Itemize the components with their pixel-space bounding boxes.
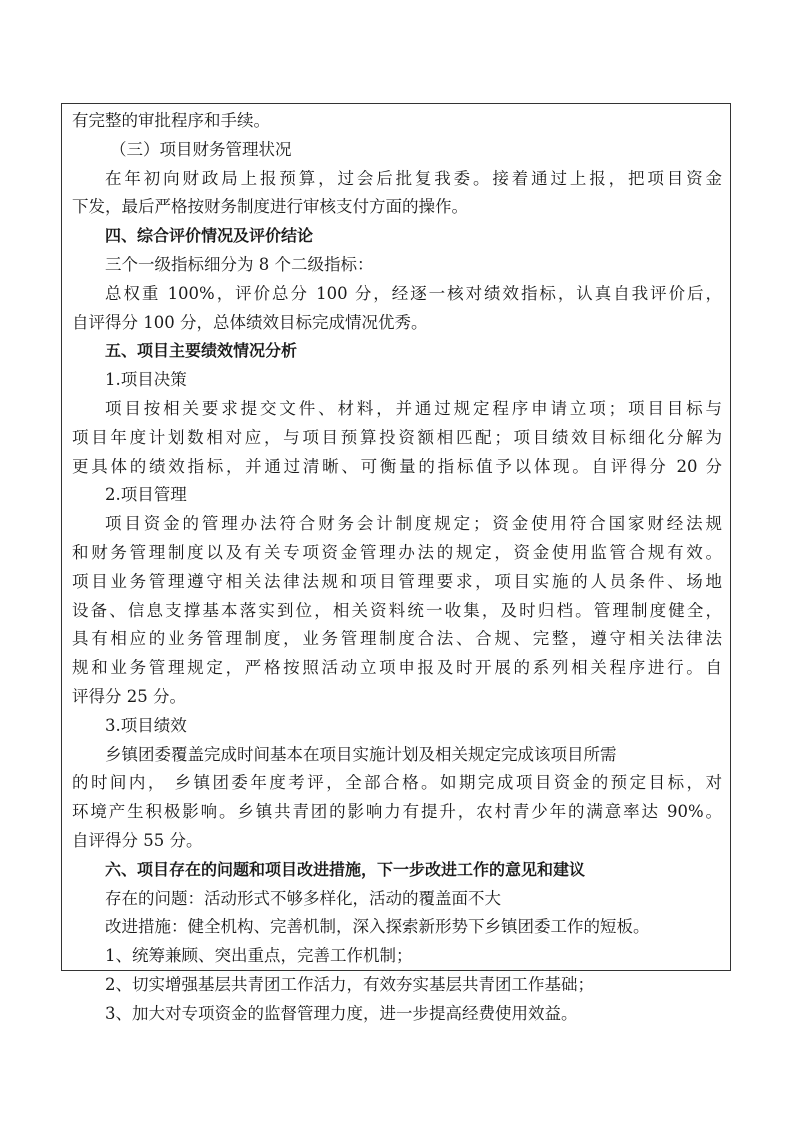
approval-procedure-line: 有完整的审批程序和手续。 (72, 111, 270, 130)
project-performance-line-2: 的时间内， 乡镇团委年度考评，全部合格。如期完成项目资金的预定目标，对 (72, 773, 722, 793)
section-four-heading: 四、综合评价情况及评价结论 (105, 226, 314, 246)
project-management-line-5: 具有相应的业务管理制度，业务管理制度合法、合规、完整，遵守相关法律法 (72, 629, 722, 649)
evaluation-score-line-1: 总权重 100%，评价总分 100 分，经逐一核对绩效指标，认真自我评价后， (105, 283, 722, 303)
budget-paragraph-line-2: 下发，最后严格按财务制度进行审核支付方面的操作。 (72, 197, 468, 217)
project-decision-line-2: 项目年度计划数相对应，与项目预算投资额相匹配；项目绩效目标细化分解为 (72, 427, 722, 447)
project-performance-subheading: 3.项目绩效 (105, 715, 187, 735)
evaluation-score-line-2: 自评得分 100 分，总体绩效目标完成情况优秀。 (72, 312, 428, 332)
existing-problems-line: 存在的问题：活动形式不够多样化，活动的覆盖面不大 (105, 888, 501, 908)
improvement-measures-line: 改进措施：健全机构、完善机制，深入探索新形势下乡镇团委工作的短板。 (105, 917, 650, 937)
project-decision-line-1: 项目按相关要求提交文件、材料，并通过规定程序申请立项；项目目标与 (105, 398, 722, 418)
section-six-heading: 六、项目存在的问题和项目改进措施，下一步改进工作的意见和建议 (105, 859, 586, 879)
project-management-line-6: 规和业务管理规定，严格按照活动立项申报及时开展的系列相关程序进行。自 (72, 658, 722, 678)
document-body (72, 107, 722, 1029)
project-management-line-1: 项目资金的管理办法符合财务会计制度规定；资金使用符合国家财经法规 (105, 514, 722, 534)
project-decision-line-3: 更具体的绩效指标，并通过清晰、可衡量的指标值予以体现。自评得分 20 分 (72, 456, 722, 476)
financial-management-subheading: （三）项目财务管理状况 (110, 139, 292, 159)
project-decision-subheading: 1.项目决策 (105, 370, 187, 390)
project-performance-line-3: 环境产生积极影响。乡镇共青团的影响力有提升，农村青少年的满意率达 90%。 (72, 802, 722, 822)
project-performance-line-4: 自评得分 55 分。 (72, 830, 203, 850)
budget-paragraph-line-1: 在年初向财政局上报预算，过会后批复我委。接着通过上报，把项目资金 (105, 168, 722, 188)
measure-item-3: 3、加大对专项资金的监督管理力度，进一步提高经费使用效益。 (105, 1003, 578, 1023)
project-management-line-2: 和财务管理制度以及有关专项资金管理办法的规定，资金使用监管合规有效。 (72, 542, 722, 562)
project-performance-line-1: 乡镇团委覆盖完成时间基本在项目实施计划及相关规定完成该项目所需 (105, 744, 617, 764)
project-management-line-3: 项目业务管理遵守相关法律法规和项目管理要求，项目实施的人员条件、场地 (72, 571, 722, 591)
indicator-summary-line: 三个一级指标细分为 8 个二级指标： (105, 254, 374, 274)
project-management-line-7: 评得分 25 分。 (72, 686, 186, 706)
project-management-line-4: 设备、信息支撑基本落实到位，相关资料统一收集，及时归档。管理制度健全， (72, 600, 722, 620)
project-management-subheading: 2.项目管理 (105, 485, 187, 505)
measure-item-2: 2、切实增强基层共青团工作活力，有效夯实基层共青团工作基础； (105, 974, 594, 994)
measure-item-1: 1、统筹兼顾、突出重点，完善工作机制； (105, 946, 413, 966)
section-five-heading: 五、项目主要绩效情况分析 (105, 341, 298, 361)
